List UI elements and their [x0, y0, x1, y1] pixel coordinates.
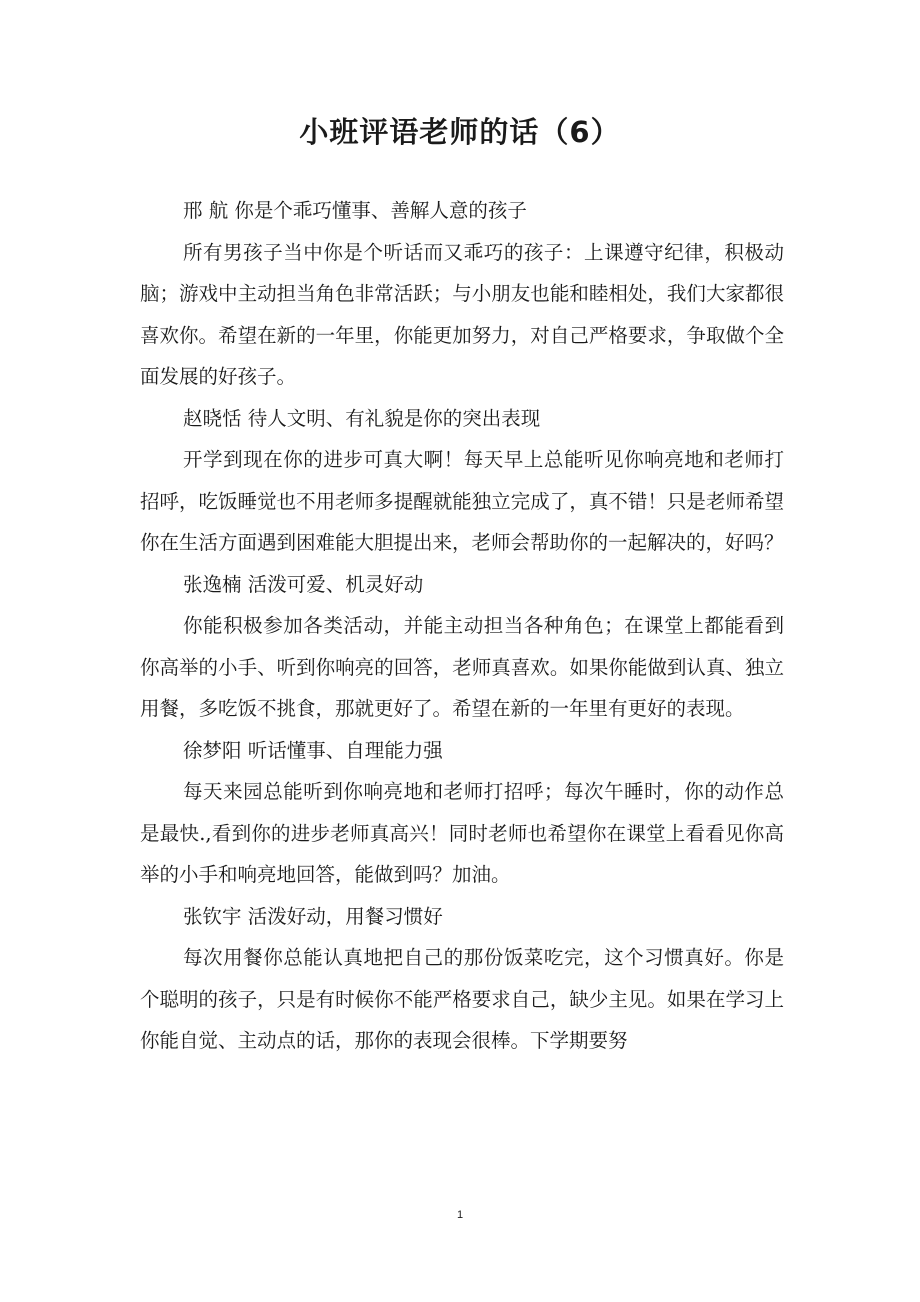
student-comment: 所有男孩子当中你是个听话而又乖巧的孩子：上课遵守纪律，积极动脑；游戏中主动担当角色非常活跃；与小朋友也能和睦相处，我们大家都很喜欢你。希望在新的一年里，你能更加努力，对自己严格要求，争取做个全面发展的好孩子。: [140, 240, 784, 388]
page-number: 1: [456, 1209, 464, 1221]
student-heading: 赵晓恬 待人文明、有礼貌是你的突出表现: [183, 406, 541, 430]
student-heading: 张钦宇 活泼好动，用餐习惯好: [183, 904, 443, 928]
student-heading: 徐梦阳 听话懂事、自理能力强: [183, 738, 443, 762]
document-title: 小班评语老师的话（6）: [299, 115, 621, 149]
student-heading: 张逸楠 活泼可爱、机灵好动: [183, 572, 424, 596]
document-body: [140, 190, 784, 1062]
student-heading: 邢 航 你是个乖巧懂事、善解人意的孩子: [183, 199, 527, 222]
student-comment: 开学到现在你的进步可真大啊！每天早上总能听见你响亮地和老师打招呼，吃饭睡觉也不用老师多提醒就能独立完成了，真不错！只是老师希望你在生活方面遇到困难能大胆提出来，老师会帮助你的一起解决的，好吗？: [140, 448, 784, 554]
student-comment: 每天来园总能听到你响亮地和老师打招呼；每次午睡时，你的动作总是最快.,看到你的进步老师真高兴！同时老师也希望你在课堂上看看见你高举的小手和响亮地回答，能做到吗？加油。: [140, 780, 784, 886]
student-comment: 你能积极参加各类活动，并能主动担当各种角色；在课堂上都能看到你高举的小手、听到你响亮的回答，老师真喜欢。如果你能做到认真、独立用餐，多吃饭不挑食，那就更好了。希望在新的一年里有更好的表现。: [140, 614, 784, 720]
student-comment: 每次用餐你总能认真地把自己的那份饭菜吃完，这个习惯真好。你是个聪明的孩子，只是有时候你不能严格要求自己，缺少主见。如果在学习上你能自觉、主动点的话，那你的表现会很棒。下学期要努: [140, 946, 784, 1052]
